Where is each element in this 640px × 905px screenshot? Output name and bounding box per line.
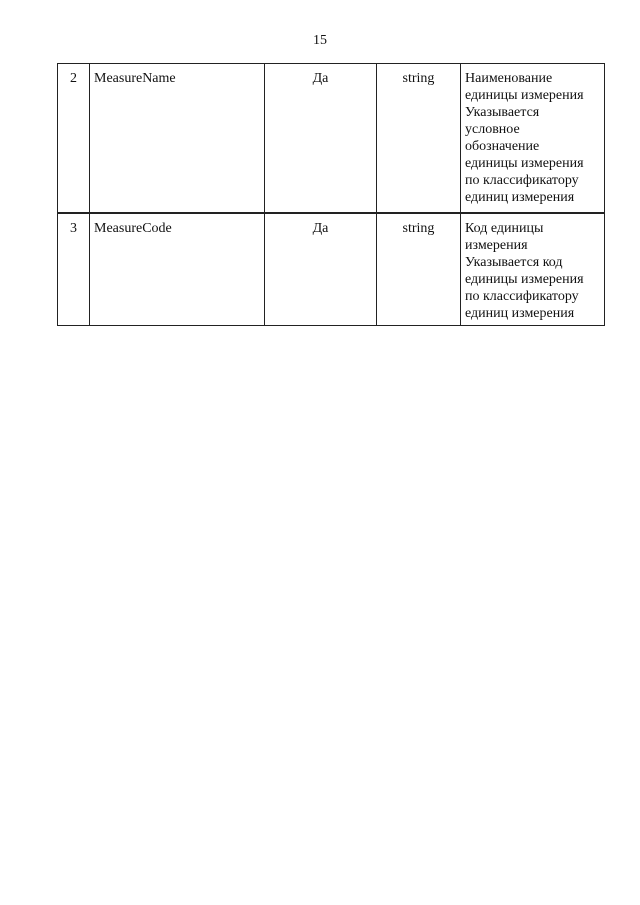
description-line: по классификатору [465,173,579,188]
description-line: единицы измерения [465,272,584,287]
row-number-cell: 2 [58,64,90,214]
description-line: Наименование [465,71,553,86]
description-line: по классификатору [465,289,579,304]
description-cell [461,64,605,214]
type-cell: string [377,213,461,326]
attributes-table [57,63,605,326]
description-line: единицы измерения [465,156,584,171]
description-line: единиц измерения [465,306,575,321]
description-line: Указывается [465,105,540,120]
required-cell: Да [265,213,377,326]
description-line: условное [465,122,520,137]
description-line: Код единицы [465,221,544,236]
table-row [58,213,605,326]
field-name-cell: MeasureCode [90,213,265,326]
field-name-cell: MeasureName [90,64,265,214]
page-number: 15 [313,33,327,48]
description-cell [461,213,605,326]
required-cell: Да [265,64,377,214]
row-number-cell: 3 [58,213,90,326]
description-line: обозначение [465,139,540,154]
table-row [58,64,605,214]
description-line: измерения [465,238,528,253]
description-line: единиц измерения [465,190,575,205]
type-cell: string [377,64,461,214]
description-line: единицы измерения [465,88,584,103]
description-line: Указывается код [465,255,563,270]
